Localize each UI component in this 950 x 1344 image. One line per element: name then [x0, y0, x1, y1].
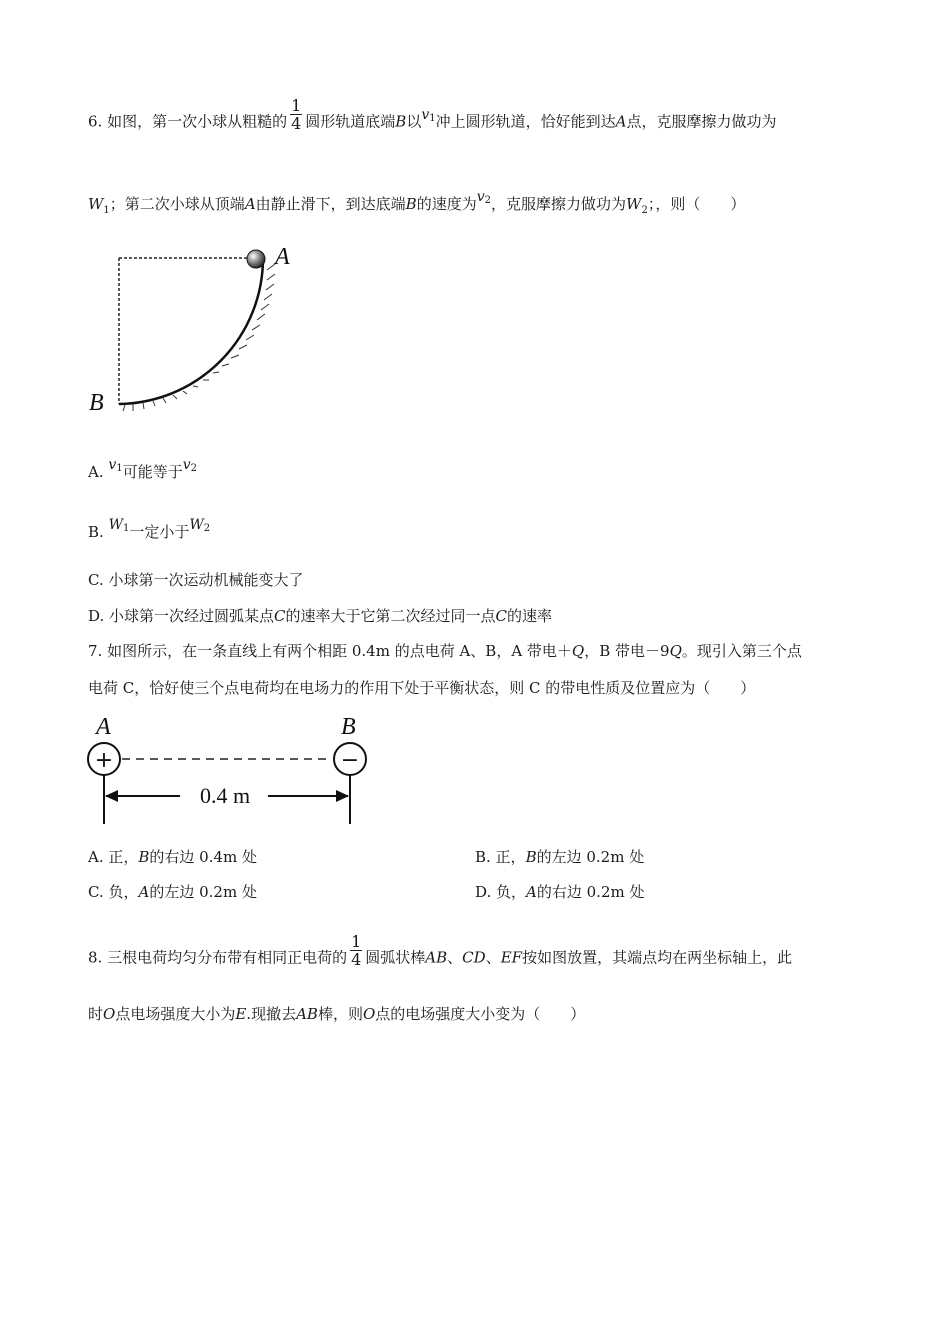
q6-option-a: A. $v_1$可能等于$v_2$: [88, 457, 197, 481]
q8-line2: 时O点电场强度大小为E.现撤去AB棒，则O点的电场强度大小变为（ ）: [88, 1005, 586, 1023]
arrowhead-left: [105, 790, 118, 802]
track-hatching: [123, 264, 275, 411]
distance-label: 0.4 m: [199, 783, 251, 808]
track-arc: [119, 258, 263, 404]
q7-option-a: A. 正，B的右边 0.4m 处: [88, 848, 258, 866]
q7-line1: 7. 如图所示，在一条直线上有两个相距 0.4m 的点电荷 A、B，A 带电＋Q，B 带电－9Q。现引入第三个点: [88, 642, 802, 660]
q6-option-d: D. 小球第一次经过圆弧某点C的速率大于它第二次经过同一点C的速率: [88, 607, 553, 625]
q7-option-b: B. 正，B的左边 0.2m 处: [475, 848, 645, 866]
minus-sign: −: [340, 748, 360, 773]
q7-option-c: C. 负，A的左边 0.2m 处: [88, 883, 257, 901]
charge-label-A: A: [96, 714, 111, 740]
q6-line2: $W_1$；第二次小球从顶端A由静止滑下，到达底端B的速度为$v_2$，克服摩擦力做功为$W_2$；，则（ ）: [88, 189, 746, 216]
v1: $v_1$: [421, 106, 436, 124]
label-A: A: [275, 244, 290, 270]
fraction: $\frac{1}{4}$: [351, 932, 362, 969]
label-B: B: [89, 390, 104, 416]
v2: $v_2$: [476, 189, 492, 206]
arrowhead-right: [336, 790, 349, 802]
quarter-circle-track-figure: [85, 240, 305, 420]
plus-sign: +: [94, 748, 114, 773]
fraction: $\frac{1}{4}$: [291, 96, 302, 133]
q6-line1: 6. 如图，第一次小球从粗糙的 $\frac{1}{4}$ 圆形轨道底端B以$v_1$冲上圆形轨道，恰好能到达A点，克服摩擦力做功为: [88, 96, 777, 133]
q6-option-c: C. 小球第一次运动机械能变大了: [88, 571, 304, 589]
ball: [247, 250, 265, 268]
charge-label-B: B: [341, 714, 356, 740]
q8-line1: 8. 三根电荷均匀分布带有相同正电荷的 $\frac{1}{4}$ 圆弧状棒AB、CD、EF按如图放置，其端点均在两坐标轴上，此: [88, 932, 793, 969]
q7-option-d: D. 负，A的右边 0.2m 处: [475, 883, 645, 901]
two-charges-figure: [80, 710, 380, 828]
q7-line2: 电荷 C，恰好使三个点电荷均在电场力的作用下处于平衡状态，则 C 的带电性质及位置应为（ ）: [88, 679, 756, 697]
q6-option-b: B. $W_1$一定小于$W_2$: [88, 517, 211, 541]
